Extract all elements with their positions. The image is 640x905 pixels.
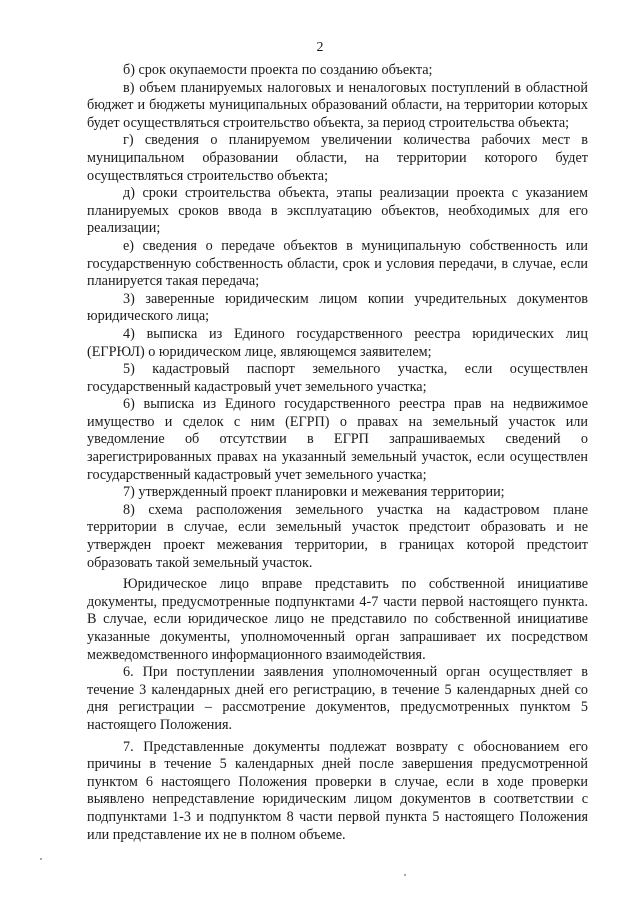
paragraph-item-g: г) сведения о планируемом увеличении количества рабочих мест в муниципальном образовании области, на территории которого будет осуществляться строительство объекта; — [87, 132, 588, 184]
paragraph-legal-entity-right: Юридическое лицо вправе представить по собственной инициативе документы, предусмотренные подпунктами 4-7 части первой настоящего пункта. В случае, если юридическое лицо не представило по собственной инициативе указанные документы, уполномоченный орган запрашивает их посредством межведомственного информационного взаимодействия. — [87, 576, 588, 663]
scan-speck-bottom — [404, 874, 406, 876]
paragraph-item-6: 6) выписка из Единого государственного реестра прав на недвижимое имущество и сделок с ним (ЕГРП) о правах на земельный участок или уведомление об отсутствии в ЕГРП запрашиваемых сведений о зарегистрированных правах на указанный земельный участок, если осуществлен государственный кадастровый учет земельного участка; — [87, 396, 588, 483]
scan-speck-left — [40, 858, 42, 860]
paragraph-item-3: 3) заверенные юридическим лицом копии учредительных документов юридического лица; — [87, 290, 588, 325]
paragraph-item-5: 5) кадастровый паспорт земельного участка, если осуществлен государственный кадастровый учет земельного участка; — [87, 361, 588, 395]
paragraph-item-v: в) объем планируемых налоговых и неналоговых поступлений в областной бюджет и бюджеты муниципальных образований области, на территории которых будет осуществляться строительство объекта, за период строительства объекта; — [87, 79, 588, 131]
paragraph-item-7: 7) утвержденный проект планировки и межевания территории; — [123, 484, 505, 501]
paragraph-item-e: е) сведения о передаче объектов в муниципальную собственность или государственную собственность области, срок и условия передачи, в случае, если планируется такая передача; — [87, 237, 588, 290]
paragraph-item-d: д) сроки строительства объекта, этапы реализации проекта с указанием планируемых сроков ввода в эксплуатацию объектов, необходимых для его реализации; — [87, 185, 588, 237]
paragraph-item-8: 8) схема расположения земельного участка на кадастровом плане территории в случае, если земельный участок предстоит образовать и не утвержден проект межевания территории, в границах которой предстоит образовать такой земельный участок. — [87, 501, 588, 571]
page-number: 2 — [316, 40, 324, 55]
paragraph-item-4: 4) выписка из Единого государственного реестра юридических лиц (ЕГРЮЛ) о юридическом лице, являющемся заявителем; — [87, 325, 588, 360]
document-body — [87, 62, 588, 844]
paragraph-clause-6: 6. При поступлении заявления уполномоченный орган осуществляет в течение 3 календарных дней его регистрацию, в течение 5 календарных дней со дня регистрации – рассмотрение документов, предусмотренных пунктом 5 настоящего Положения. — [87, 664, 588, 733]
paragraph-clause-7: 7. Представленные документы подлежат возврату с обоснованием его причины в течение 5 календарных дней после завершения предусмотренной пунктом 6 настоящего Положения проверки в случае, если в ходе проверки выявлено непредставление юридическим лицом документов в соответствии с подпунктами 1-3 и подпунктом 8 части первой пункта 5 настоящего Положения или представление их не в полном объеме. — [87, 738, 588, 843]
paragraph-item-b: б) срок окупаемости проекта по созданию объекта; — [123, 62, 433, 78]
